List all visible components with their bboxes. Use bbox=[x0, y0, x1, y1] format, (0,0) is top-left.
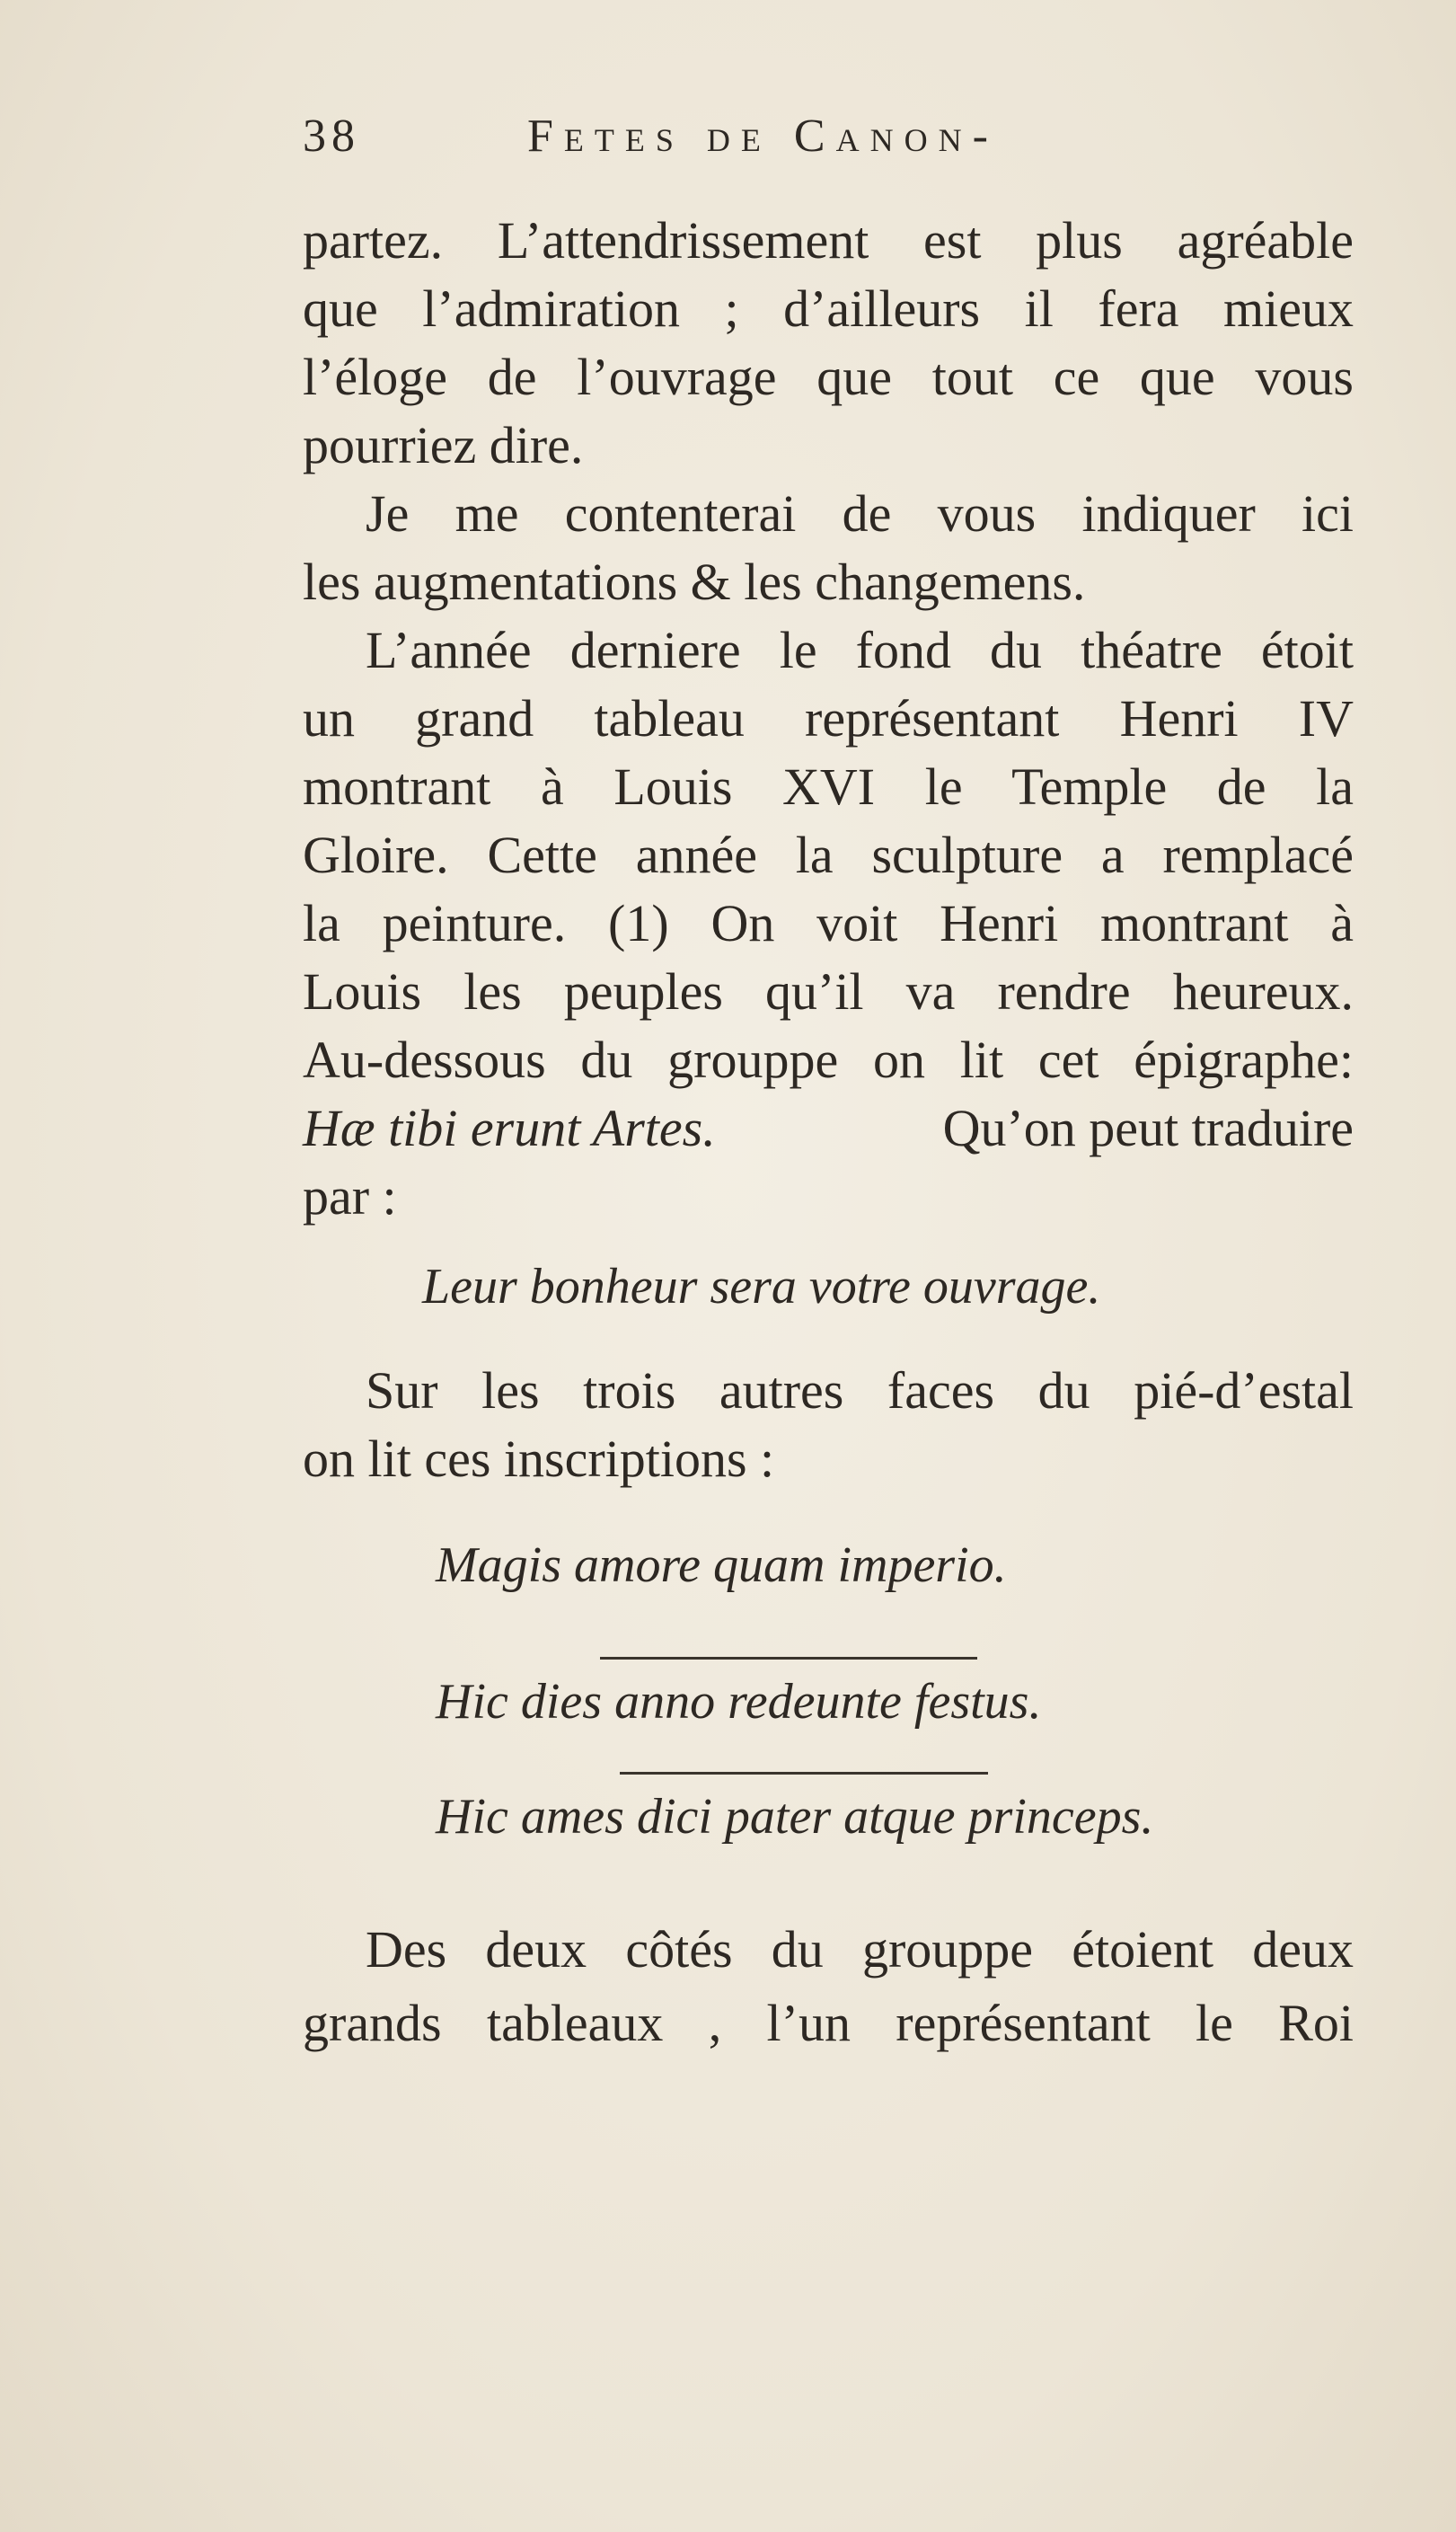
epigraph-line bbox=[303, 1094, 1354, 1163]
text-line-des-1: Des deux côtés du grouppe étoient deux bbox=[366, 1920, 1354, 1979]
running-title: Fetes de Canon- bbox=[527, 111, 999, 162]
divider-rule-2 bbox=[620, 1772, 988, 1775]
text-line-10: Gloire. Cette année la sculpture a remplacé bbox=[303, 826, 1354, 884]
text-line-8: un grand tableau représentant Henri IV bbox=[303, 689, 1354, 748]
divider-rule-1 bbox=[600, 1657, 977, 1660]
epigraph-rest: Qu’on peut traduire bbox=[942, 1099, 1354, 1157]
text-line-11: la peinture. (1) On voit Henri montrant à bbox=[303, 894, 1354, 952]
text-line-5: Je me contenterai de vous indiquer ici bbox=[366, 484, 1354, 543]
inscription-3: Hic ames dici pater atque princeps. bbox=[436, 1789, 1154, 1845]
verse-translation: Leur bonheur sera votre ouvrage. bbox=[422, 1259, 1101, 1315]
page-header bbox=[303, 110, 1201, 181]
page-number: 38 bbox=[303, 111, 360, 162]
text-line-sur-2: on lit ces inscriptions : bbox=[303, 1430, 775, 1488]
text-line-3: l’éloge de l’ouvrage que tout ce que vous bbox=[303, 348, 1354, 406]
text-line-1: partez. L’attendrissement est plus agréable bbox=[303, 211, 1354, 270]
text-line-des-2: grands tableaux , l’un représentant le Roi bbox=[303, 1994, 1354, 2052]
inscription-1: Magis amore quam imperio. bbox=[436, 1537, 1007, 1593]
text-line-7: L’année derniere le fond du théatre étoit bbox=[366, 621, 1354, 679]
text-line-2: que l’admiration ; d’ailleurs il fera mieux bbox=[303, 279, 1354, 338]
text-line-12: Louis les peuples qu’il va rendre heureux. bbox=[303, 962, 1354, 1021]
text-line-4: pourriez dire. bbox=[303, 416, 584, 474]
text-line-9: montrant à Louis XVI le Temple de la bbox=[303, 757, 1354, 816]
epigraph-latin: Hæ tibi erunt Artes. bbox=[303, 1099, 716, 1157]
text-line-6: les augmentations & les changemens. bbox=[303, 553, 1086, 611]
text-line-sur-1: Sur les trois autres faces du pié-d’estal bbox=[366, 1361, 1354, 1420]
inscription-2: Hic dies anno redeunte festus. bbox=[436, 1674, 1042, 1730]
text-line-13: Au-dessous du grouppe on lit cet épigraphe: bbox=[303, 1031, 1354, 1089]
text-line-par: par : bbox=[303, 1167, 397, 1226]
